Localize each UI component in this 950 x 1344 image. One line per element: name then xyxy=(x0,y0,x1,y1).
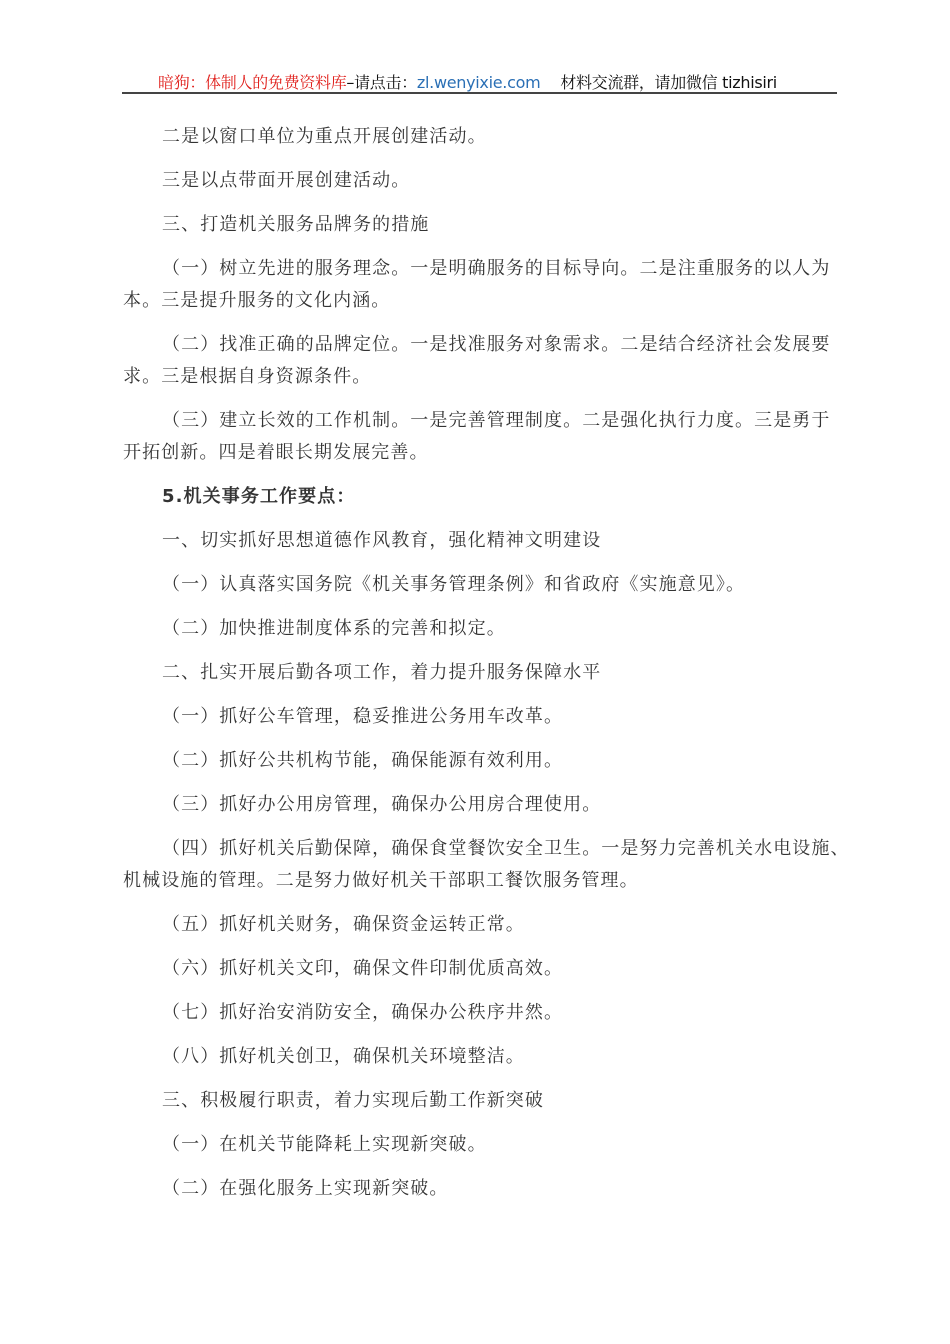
paragraph-line: 求。三是根据自身资源条件。 xyxy=(123,366,372,387)
paragraph-line: 三是以点带面开展创建活动。 xyxy=(162,170,411,191)
paragraph xyxy=(123,525,838,557)
paragraph xyxy=(123,909,838,941)
paragraph-line: 三、积极履行职责，着力实现后勤工作新突破 xyxy=(162,1090,544,1111)
paragraph-line: （八）抓好机关创卫，确保机关环境整洁。 xyxy=(162,1046,525,1067)
paragraph xyxy=(123,789,838,821)
paragraph-line: （四）抓好机关后勤保障，确保食堂餐饮安全卫生。一是努力完善机关水电设施、 xyxy=(162,838,850,859)
paragraph-line: 二是以窗口单位为重点开展创建活动。 xyxy=(162,126,487,147)
paragraph-line: 机械设施的管理。二是努力做好机关干部职工餐饮服务管理。 xyxy=(123,870,639,891)
paragraph-line: （二）找准正确的品牌定位。一是找准服务对象需求。二是结合经济社会发展要 xyxy=(162,334,831,355)
paragraph xyxy=(123,569,838,601)
paragraph xyxy=(123,1129,838,1161)
paragraph-line: （一）在机关节能降耗上实现新突破。 xyxy=(162,1134,487,1155)
paragraph xyxy=(123,657,838,689)
paragraph xyxy=(123,165,838,197)
paragraph xyxy=(123,833,850,897)
paragraph-line: 本。三是提升服务的文化内涵。 xyxy=(123,290,391,311)
paragraph-line: （二）在强化服务上实现新突破。 xyxy=(162,1178,449,1199)
paragraph xyxy=(123,253,838,317)
paragraph xyxy=(123,997,838,1029)
header-link[interactable]: zl.wenyixie.com xyxy=(416,73,541,92)
header-click-label: –请点击： xyxy=(346,73,417,92)
paragraph-line: （五）抓好机关财务，确保资金运转正常。 xyxy=(162,914,525,935)
paragraph xyxy=(123,121,838,153)
paragraph xyxy=(123,953,838,985)
paragraph-line: （一）树立先进的服务理念。一是明确服务的目标导向。二是注重服务的以人为 xyxy=(162,258,831,279)
paragraph xyxy=(123,613,838,645)
paragraph-line: （三）建立长效的工作机制。一是完善管理制度。二是强化执行力度。三是勇于 xyxy=(162,410,831,431)
paragraph xyxy=(123,209,838,241)
page-header xyxy=(158,70,777,93)
paragraph-line: （二）抓好公共机构节能，确保能源有效利用。 xyxy=(162,750,564,771)
paragraph xyxy=(123,405,838,469)
paragraph-line: （二）加快推进制度体系的完善和拟定。 xyxy=(162,618,506,639)
paragraph-line: （七）抓好治安消防安全，确保办公秩序井然。 xyxy=(162,1002,564,1023)
paragraph-line: 一、切实抓好思想道德作风教育，强化精神文明建设 xyxy=(162,530,602,551)
paragraph-line: （六）抓好机关文印，确保文件印制优质高效。 xyxy=(162,958,564,979)
paragraph xyxy=(123,1173,838,1205)
paragraph-line: 三、打造机关服务品牌务的措施 xyxy=(162,214,430,235)
paragraph xyxy=(123,701,838,733)
paragraph xyxy=(123,329,838,393)
paragraph-line: （一）抓好公车管理，稳妥推进公务用车改革。 xyxy=(162,706,564,727)
paragraph-line: （三）抓好办公用房管理，确保办公用房合理使用。 xyxy=(162,794,602,815)
header-group-info: 材料交流群，请加微信 tizhisiri xyxy=(560,73,777,92)
paragraph xyxy=(123,1085,838,1117)
header-brand: 暗狗：体制人的免费资料库 xyxy=(158,73,347,92)
header-divider xyxy=(122,92,837,94)
paragraph-line: （一）认真落实国务院《机关事务管理条例》和省政府《实施意见》。 xyxy=(162,574,746,595)
paragraph xyxy=(123,481,838,513)
paragraph xyxy=(123,745,838,777)
paragraph xyxy=(123,1041,838,1073)
paragraph-line: 二、扎实开展后勤各项工作，着力提升服务保障水平 xyxy=(162,662,602,683)
paragraph-line: 开拓创新。四是着眼长期发展完善。 xyxy=(123,442,429,463)
paragraph-line: 5.机关事务工作要点： xyxy=(162,486,356,507)
